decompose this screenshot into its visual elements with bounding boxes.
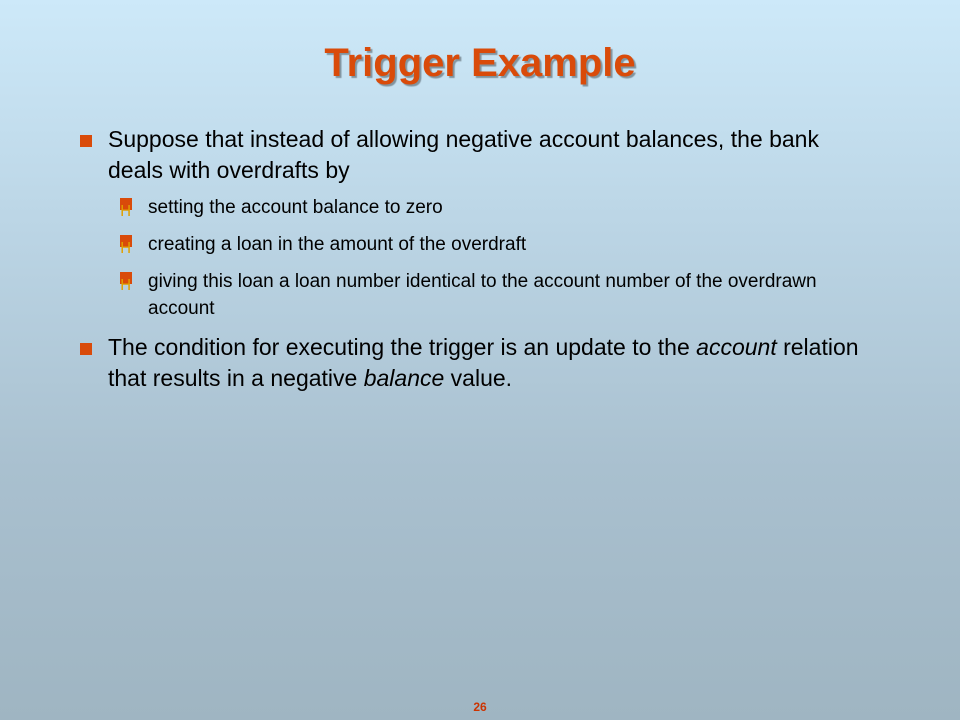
sub-bullet-text: giving this loan a loan number identical to the account number of the overdrawn account <box>148 271 817 319</box>
sub-bullet-item <box>108 231 880 258</box>
bullet-text: Suppose that instead of allowing negative account balances, the bank deals with overdrafts by <box>108 126 819 183</box>
square-bullet-icon <box>80 135 92 147</box>
sub-bullet-item <box>108 268 880 322</box>
bullet-list <box>80 124 880 404</box>
bullet-text-part: relation that results in a negative <box>108 334 859 391</box>
bullet-item <box>80 124 880 322</box>
h-bullet-icon: H <box>120 198 132 210</box>
sub-bullet-list <box>108 194 880 322</box>
bullet-text-part: The condition for executing the trigger is an update to the <box>108 334 697 360</box>
sub-bullet-item <box>108 194 880 221</box>
slide-title: Trigger Example <box>324 41 636 85</box>
emphasis-account: account <box>696 334 777 360</box>
emphasis-balance: balance <box>363 365 445 391</box>
h-bullet-icon: H <box>120 235 132 247</box>
h-bullet-icon: H <box>120 272 132 284</box>
page-number: 26 <box>473 700 487 714</box>
bullet-text-part: value. <box>444 365 513 391</box>
sub-bullet-text: creating a loan in the amount of the overdraft <box>148 234 527 255</box>
sub-bullet-text: setting the account balance to zero <box>148 197 443 218</box>
square-bullet-icon <box>80 343 92 355</box>
bullet-item <box>80 332 880 394</box>
